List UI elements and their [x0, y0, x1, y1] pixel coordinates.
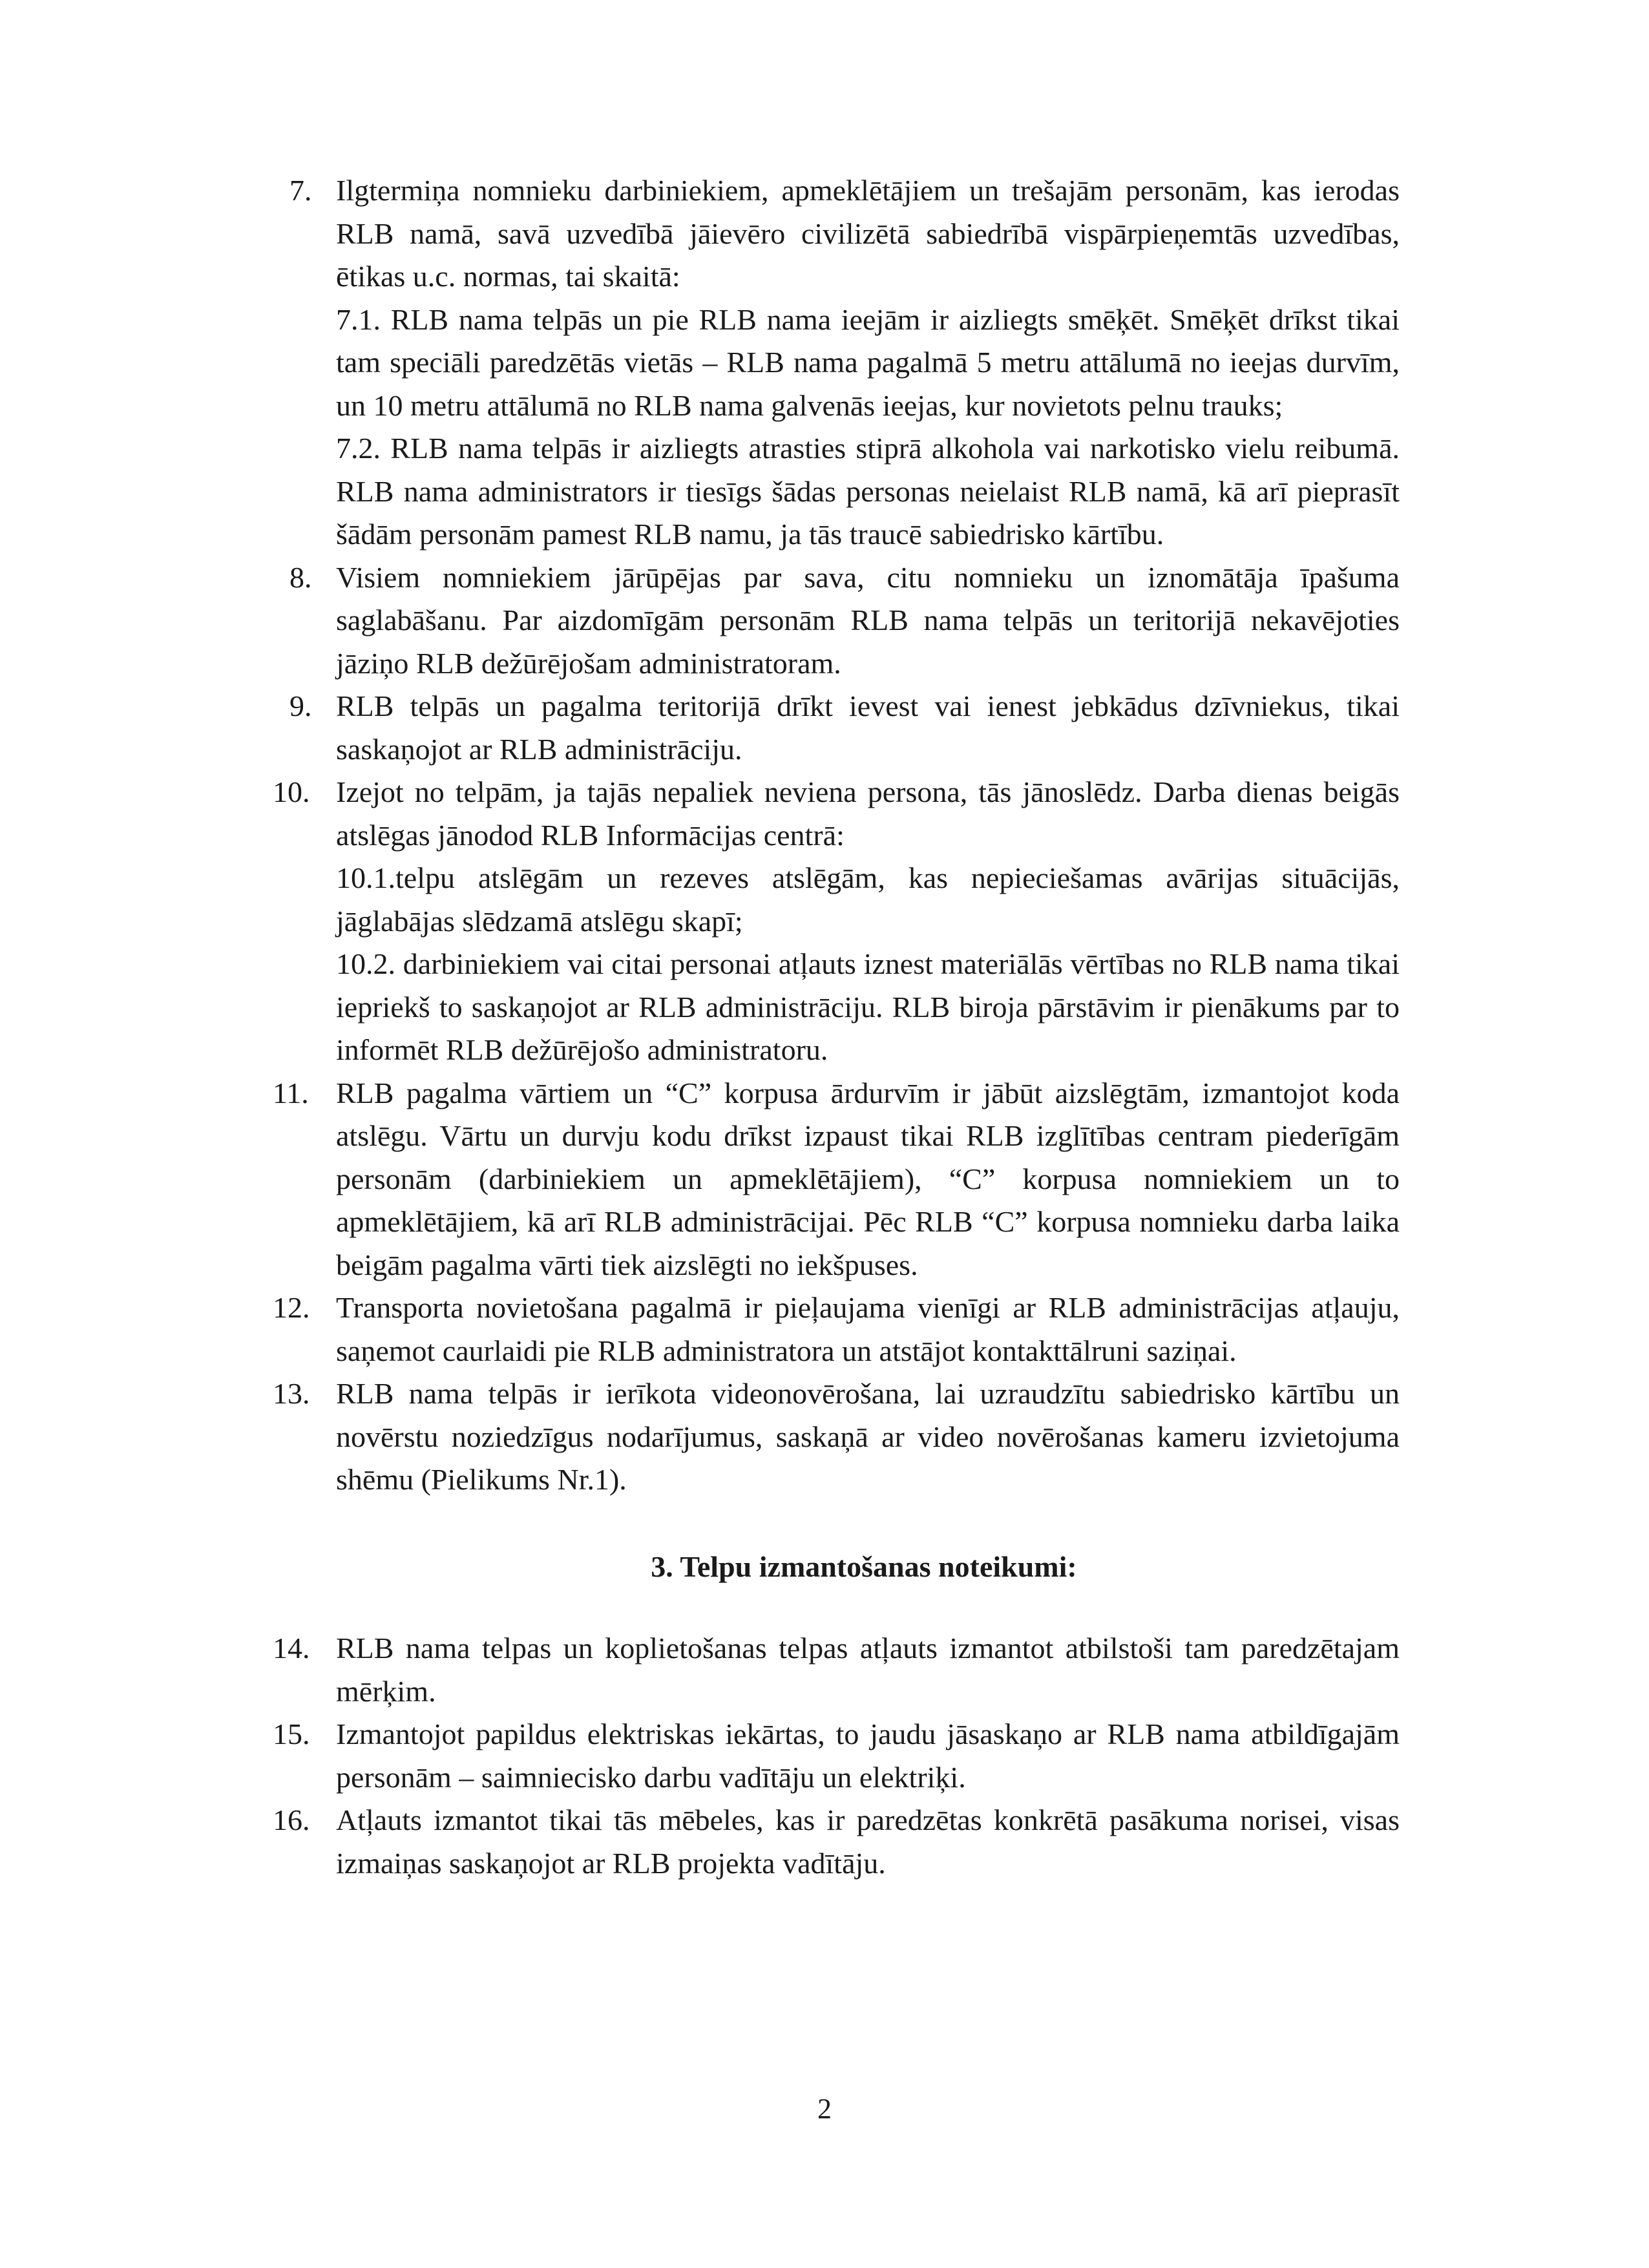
sub-item-10-1: 10.1.telpu atslēgām un rezeves atslēgām, kas nepieciešamas avārijas situācijās, jāglabājas slēdzamā atslēgu skapī; — [336, 861, 1400, 938]
list-item-9 — [289, 685, 1400, 771]
item-number: 8. — [289, 560, 312, 594]
item-number: 11. — [273, 1076, 309, 1109]
list-item-10 — [273, 771, 1400, 857]
item-text: RLB pagalma vārtiem un “C” korpusa ārdurvīm ir jābūt aizslēgtām, izmantojot koda atslēgu. Vārtu un durvju kodu drīkst izpaust tikai RLB izglītības centram piederīgām personām (darbiniekiem un apmeklētājiem), “C” korpusa nomniekiem un to apmeklētājiem, kā arī RLB administrācijai. Pēc RLB “C” korpusa nomnieku darba laika beigām pagalma vārti tiek aizslēgti no iekšpuses. — [336, 1076, 1400, 1281]
item-text: RLB telpās un pagalma teritorijā drīkt ievest vai ienest jebkādus dzīvniekus, tikai saskaņojot ar RLB administrāciju. — [336, 689, 1400, 766]
list-item-8 — [289, 556, 1400, 686]
sub-item-7-2: 7.2. RLB nama telpās ir aizliegts atrasties stiprā alkohola vai narkotisko vielu reibumā. RLB nama administrators ir tiesīgs šādas personas neielaist RLB namā, kā arī pieprasīt šādām personām pamest RLB namu, ja tās traucē sabiedrisko kārtību. — [336, 432, 1400, 551]
item-number: 12. — [273, 1291, 310, 1324]
sub-item-10-2: 10.2. darbiniekiem vai citai personai atļauts iznest materiālās vērtības no RLB nama tikai iepriekš to saskaņojot ar RLB administrāciju. RLB biroja pārstāvim ir pienākums par to informēt RLB dežūrējošo administratoru. — [336, 947, 1400, 1066]
item-number: 16. — [273, 1803, 310, 1836]
item-text: Izmantojot papildus elektriskas iekārtas, to jaudu jāsaskaņo ar RLB nama atbildīgajām personām – saimniecisko darbu vadītāju un elektriķi. — [336, 1717, 1400, 1794]
item-text: Izejot no telpām, ja tajās nepaliek neviena persona, tās jānoslēdz. Darba dienas beigās atslēgas jānodod RLB Informācijas centrā: — [336, 775, 1400, 852]
item-text: Atļauts izmantot tikai tās mēbeles, kas ir paredzētas konkrētā pasākuma norisei, visas izmaiņas saskaņojot ar RLB projekta vadītāju. — [336, 1803, 1400, 1880]
list-item-13 — [273, 1372, 1400, 1502]
section-heading: 3. Telpu izmantošanas noteikumi: — [651, 1549, 1077, 1583]
item-text: Visiem nomniekiem jārūpējas par sava, citu nomnieku un iznomātāja īpašuma saglabāšanu. Par aizdomīgām personām RLB nama telpās un teritorijā nekavējoties jāziņo RLB dežūrējošam administratoram. — [336, 560, 1400, 680]
item-number: 13. — [273, 1377, 310, 1410]
list-item-14 — [273, 1627, 1400, 1713]
item-number: 7. — [289, 174, 312, 207]
item-text: Ilgtermiņa nomnieku darbiniekiem, apmeklētājiem un trešajām personām, kas ierodas RLB namā, savā uzvedībā jāievēro civilizētā sabiedrībā vispārpieņemtās uzvedības, ētikas u.c. normas, tai skaitā: — [336, 174, 1400, 293]
page-number: 2 — [817, 2093, 832, 2125]
item-text: RLB nama telpās ir ierīkota videonovērošana, lai uzraudzītu sabiedrisko kārtību un novērstu noziedzīgus nodarījumus, saskaņā ar video novērošanas kameru izvietojuma shēmu (Pielikums Nr.1). — [336, 1377, 1400, 1496]
list-item-11 — [273, 1072, 1400, 1287]
list-item-16 — [273, 1799, 1400, 1885]
document-body — [273, 169, 1400, 1885]
item-number: 14. — [273, 1632, 310, 1664]
item-number: 15. — [273, 1717, 310, 1750]
item-text: Transporta novietošana pagalmā ir pieļaujama vienīgi ar RLB administrācijas atļauju, saņemot caurlaidi pie RLB administratora un atstājot kontakttālruni saziņai. — [336, 1291, 1400, 1367]
list-item-7 — [289, 169, 1400, 299]
list-item-12 — [273, 1286, 1400, 1372]
list-item-15 — [273, 1713, 1400, 1799]
sub-item-7-1: 7.1. RLB nama telpās un pie RLB nama ieejām ir aizliegts smēķēt. Smēķēt drīkst tikai tam speciāli paredzētās vietās – RLB nama pagalmā 5 metru attālumā no ieejas durvīm, un 10 metru attālumā no RLB nama galvenās ieejas, kur novietots pelnu trauks; — [336, 302, 1400, 422]
item-number: 9. — [289, 689, 312, 722]
item-text: RLB nama telpas un koplietošanas telpas atļauts izmantot atbilstoši tam paredzētajam mērķim. — [336, 1632, 1400, 1708]
item-number: 10. — [273, 775, 310, 808]
